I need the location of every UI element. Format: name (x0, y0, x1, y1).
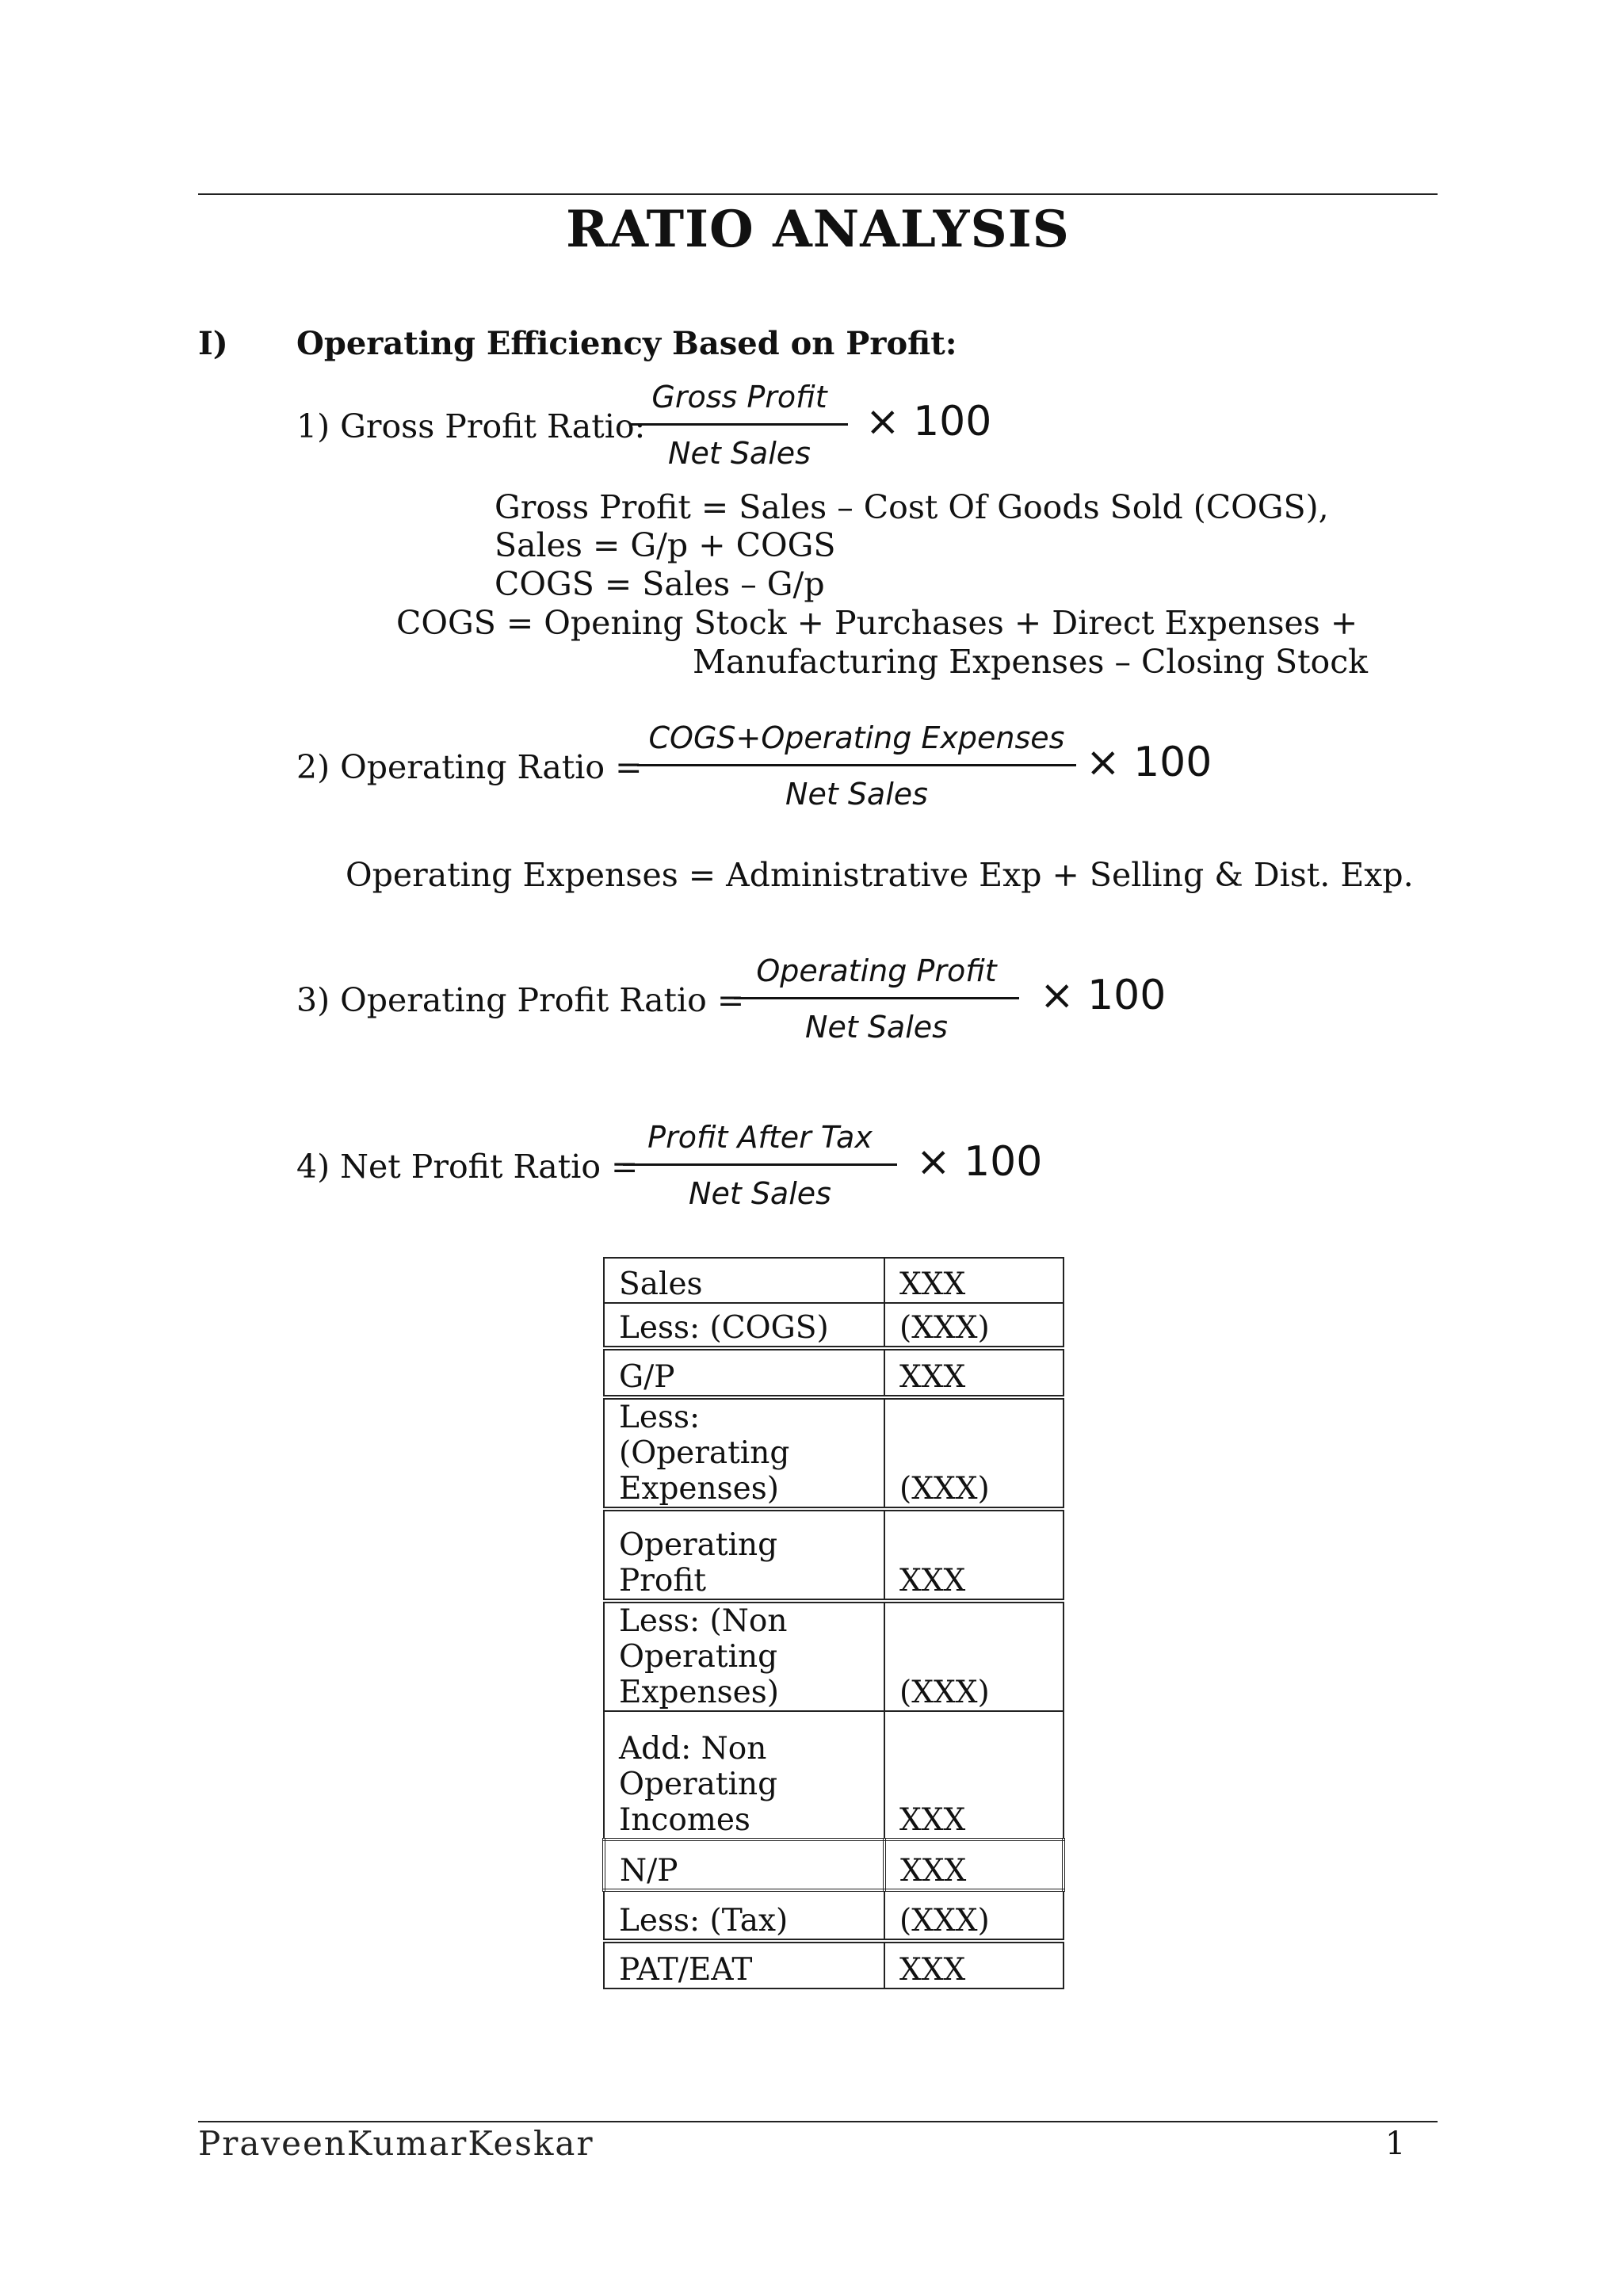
header-rule (198, 193, 1438, 195)
operating-profit-denominator: Net Sales (805, 1010, 948, 1045)
row-value: XXX (884, 1258, 1064, 1303)
operating-ratio-label: 2) Operating Ratio = (296, 748, 643, 786)
gross-profit-numerator: Gross Profit (651, 380, 827, 415)
operating-ratio-multiplier: × 100 (1086, 739, 1212, 786)
gross-profit-ratio-label: 1) Gross Profit Ratio: (296, 407, 646, 445)
row-label: Less: (Operating Expenses) (604, 1397, 884, 1509)
page-title: RATIO ANALYSIS (566, 200, 1070, 259)
row-label: N/P (604, 1839, 884, 1890)
table-row (604, 1509, 1064, 1601)
formula-cogs: COGS = Sales – G/p (495, 565, 825, 603)
table-row (604, 1941, 1064, 1988)
operating-ratio-numerator: COGS+Operating Expenses (648, 720, 1065, 755)
row-value: (XXX) (884, 1601, 1064, 1711)
profit-statement-table (602, 1257, 1065, 1989)
table-row (604, 1711, 1064, 1839)
net-profit-ratio-label: 4) Net Profit Ratio = (296, 1148, 639, 1186)
fraction-bar (623, 1163, 897, 1166)
row-label: Less: (COGS) (604, 1303, 884, 1348)
fraction-bar (734, 997, 1019, 999)
table-row (604, 1348, 1064, 1397)
row-value: XXX (884, 1348, 1064, 1397)
gross-profit-fraction (631, 380, 848, 471)
operating-ratio-denominator: Net Sales (785, 777, 928, 812)
row-label: G/P (604, 1348, 884, 1397)
operating-profit-multiplier: × 100 (1040, 972, 1167, 1019)
footer-rule (198, 2121, 1438, 2122)
operating-profit-ratio-label: 3) Operating Profit Ratio = (296, 981, 745, 1019)
row-label: Sales (604, 1258, 884, 1303)
gross-profit-denominator: Net Sales (668, 436, 811, 471)
operating-profit-numerator: Operating Profit (756, 953, 997, 988)
row-value: (XXX) (884, 1303, 1064, 1348)
page-number: 1 (1385, 2126, 1406, 2162)
table-row (604, 1890, 1064, 1941)
gross-profit-multiplier: × 100 (865, 398, 992, 445)
net-profit-numerator: Profit After Tax (647, 1120, 873, 1155)
formula-operating-expenses: Operating Expenses = Administrative Exp + Selling & Dist. Exp. (346, 856, 1414, 894)
row-value: XXX (884, 1509, 1064, 1601)
table-row (604, 1258, 1064, 1303)
formula-sales: Sales = G/p + COGS (495, 526, 836, 564)
row-label: Less: (Non Operating Expenses) (604, 1601, 884, 1711)
row-value: XXX (884, 1941, 1064, 1988)
table-row (604, 1601, 1064, 1711)
formula-cogs-full-2: Manufacturing Expenses – Closing Stock (693, 643, 1369, 681)
operating-profit-fraction (734, 953, 1019, 1045)
table-row (604, 1397, 1064, 1509)
row-value: (XXX) (884, 1890, 1064, 1941)
footer-author: PraveenKumarKeskar (198, 2124, 594, 2163)
fraction-bar (631, 423, 848, 426)
row-label: Less: (Tax) (604, 1890, 884, 1941)
row-label: Add: Non Operating Incomes (604, 1711, 884, 1839)
formula-gross-profit: Gross Profit = Sales – Cost Of Goods Sold (COGS), (495, 488, 1329, 526)
net-profit-multiplier: × 100 (916, 1138, 1043, 1186)
section-title: Operating Efficiency Based on Profit: (296, 325, 957, 362)
row-value: XXX (884, 1711, 1064, 1839)
table-row (604, 1839, 1064, 1890)
row-value: (XXX) (884, 1397, 1064, 1509)
row-label: PAT/EAT (604, 1941, 884, 1988)
row-value: XXX (884, 1839, 1064, 1890)
net-profit-denominator: Net Sales (689, 1176, 831, 1211)
fraction-bar (637, 764, 1076, 766)
section-number: I) (198, 325, 228, 362)
formula-cogs-full-1: COGS = Opening Stock + Purchases + Direct Expenses + (396, 604, 1358, 642)
table-row (604, 1303, 1064, 1348)
net-profit-fraction (623, 1122, 897, 1209)
row-label: Operating Profit (604, 1509, 884, 1601)
operating-ratio-fraction (637, 720, 1076, 812)
